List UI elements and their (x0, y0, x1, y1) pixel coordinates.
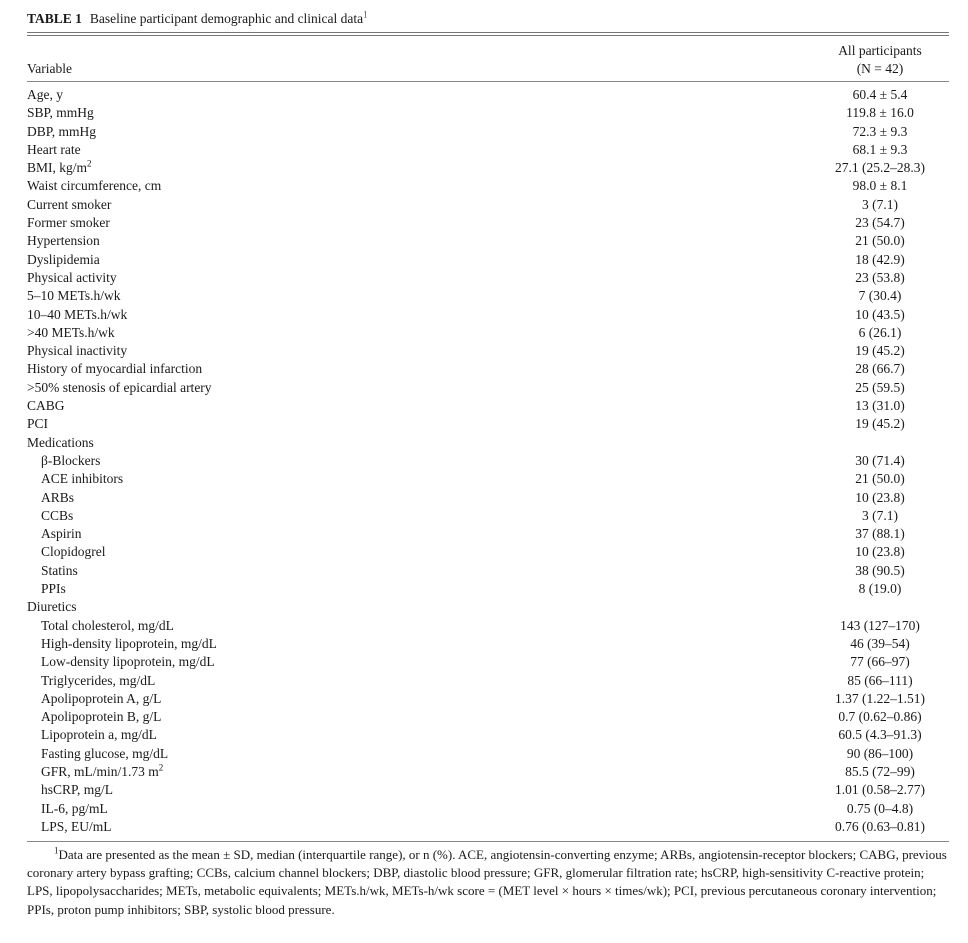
row-variable (27, 306, 127, 324)
row-variable (27, 177, 161, 195)
row-variable-text: CCBs (41, 507, 74, 523)
row-variable-text: 5–10 METs.h/wk (27, 288, 121, 304)
row-variable (41, 708, 161, 726)
row-variable (27, 269, 117, 287)
row-variable-text: Physical inactivity (27, 343, 128, 359)
row-value: 77 (66–97) (850, 654, 910, 670)
row-variable-text: Age, y (27, 87, 63, 102)
row-variable-text: Lipoprotein a, mg/dL (41, 727, 157, 743)
table-row (27, 104, 949, 122)
table-row (27, 672, 949, 690)
row-value: 38 (90.5) (855, 562, 905, 578)
row-value: 21 (50.0) (855, 233, 905, 249)
table-row (27, 214, 949, 232)
top-rule-double (27, 35, 949, 36)
table-row (27, 653, 949, 671)
row-variable (27, 214, 110, 232)
row-variable-text: Total cholesterol, mg/dL (41, 617, 174, 633)
table-row (27, 818, 949, 836)
row-variable-text: hsCRP, mg/L (41, 782, 114, 798)
table-row (27, 196, 949, 214)
table-row (27, 781, 949, 799)
table-row (27, 525, 949, 543)
row-value: 10 (43.5) (855, 306, 905, 322)
row-value: 46 (39–54) (850, 635, 910, 651)
row-variable (41, 653, 215, 671)
row-variable (41, 617, 174, 635)
footnote-text: Data are presented as the mean ± SD, median (interquartile range), or n (%). ACE, angiotensin-converting enzyme; ARBs, angiotensin-receptor blockers; CABG, previous coronary artery bypass grafting; CCBs, calcium channel blockers; DBP, diastolic blood pressure; GFR, glomerular filtration rate; hsCRP, high-sensitivity C-reactive protein; LPS, lipopolysaccharides; METs, metabolic equivalents; METs.h/wk, METs-h/wk score = (MET level × hours × times/wk); PCI, previous percutaneous coronary intervention; PPIs, proton pump inhibitors; SBP, systolic blood pressure. (27, 847, 947, 917)
top-rule (27, 32, 949, 33)
bottom-rule (27, 841, 949, 842)
row-variable (41, 489, 74, 507)
row-variable (41, 800, 108, 818)
row-value: 10 (23.8) (855, 544, 905, 560)
table-row (27, 324, 949, 342)
row-variable-text: LPS, EU/mL (41, 818, 112, 834)
table-row (27, 726, 949, 744)
table-row (27, 617, 949, 635)
row-variable-text: >50% stenosis of epicardial artery (27, 379, 212, 395)
row-variable-text: Diuretics (27, 599, 77, 615)
row-variable (27, 232, 100, 250)
table-row (27, 397, 949, 415)
row-variable (41, 580, 66, 598)
row-variable-text: Former smoker (27, 215, 110, 231)
row-value: 23 (53.8) (855, 269, 905, 285)
table-row (27, 360, 949, 378)
table-label: TABLE 1 (27, 11, 82, 26)
row-variable (27, 342, 127, 360)
table-row (27, 251, 949, 269)
row-value: 0.75 (0–4.8) (846, 800, 914, 816)
row-variable-text: IL-6, pg/mL (41, 800, 108, 816)
row-value: 90 (86–100) (846, 745, 914, 761)
row-value: 19 (45.2) (855, 343, 905, 359)
row-value: 60.4 ± 5.4 (852, 87, 908, 102)
row-value: 8 (19.0) (858, 581, 902, 597)
row-variable (27, 196, 111, 214)
table-row (27, 123, 949, 141)
row-variable-text: SBP, mmHg (27, 105, 94, 121)
table-row (27, 434, 949, 452)
row-variable (41, 543, 106, 561)
row-variable (41, 672, 155, 690)
table-row (27, 543, 949, 561)
row-variable-text: Current smoker (27, 196, 112, 212)
row-value: 30 (71.4) (855, 452, 905, 468)
row-value: 72.3 ± 9.3 (852, 123, 908, 139)
row-value: 0.76 (0.63–0.81) (835, 818, 925, 834)
row-variable-text: Statins (41, 562, 78, 578)
row-variable (27, 123, 96, 141)
row-value: 23 (54.7) (855, 215, 905, 231)
row-variable (41, 635, 217, 653)
table-row (27, 159, 949, 177)
row-value: 85.5 (72–99) (845, 763, 915, 779)
row-variable (27, 141, 81, 159)
row-variable-text: Triglycerides, mg/dL (41, 672, 156, 688)
table-row (27, 287, 949, 305)
row-value: 3 (7.1) (862, 507, 898, 523)
row-value: 0.7 (0.62–0.86) (838, 709, 922, 725)
row-variable-text: Medications (27, 434, 94, 450)
row-value: 21 (50.0) (855, 471, 905, 487)
row-value: 18 (42.9) (855, 251, 905, 267)
table-row (27, 800, 949, 818)
table-row (27, 86, 949, 104)
header-rule (27, 81, 949, 82)
table-row (27, 562, 949, 580)
row-variable-text: BMI, kg/m (27, 160, 88, 176)
row-variable-text: Hypertension (27, 233, 100, 249)
table-row (27, 580, 949, 598)
variable-column-header: Variable (27, 61, 72, 76)
row-value: 3 (7.1) (862, 196, 898, 212)
row-variable-text: ACE inhibitors (41, 471, 124, 487)
row-value: 1.01 (0.58–2.77) (835, 782, 925, 798)
row-variable (41, 726, 157, 744)
row-variable-text: PPIs (41, 581, 66, 597)
row-variable (27, 415, 48, 433)
row-value: 143 (127–170) (840, 617, 920, 633)
table-row (27, 690, 949, 708)
row-variable-text: Aspirin (41, 526, 82, 542)
row-variable-text: >40 METs.h/wk (27, 324, 115, 340)
table-row (27, 763, 949, 781)
table-row (27, 745, 949, 763)
table-row (27, 379, 949, 397)
row-variable (41, 781, 113, 799)
table-caption (27, 10, 368, 28)
row-variable (27, 324, 115, 342)
table-row (27, 141, 949, 159)
row-variable (27, 251, 100, 269)
row-value: 28 (66.7) (855, 361, 905, 377)
row-value: 68.1 ± 9.3 (852, 141, 908, 157)
row-value: 13 (31.0) (855, 398, 905, 414)
row-variable (27, 159, 92, 177)
table-row (27, 452, 949, 470)
row-value: 60.5 (4.3–91.3) (838, 727, 922, 743)
table-row (27, 269, 949, 287)
row-value: 37 (88.1) (855, 526, 905, 542)
row-variable-text: Heart rate (27, 141, 81, 157)
table-row (27, 708, 949, 726)
table-row (27, 635, 949, 653)
footnote-link[interactable]: 1 (363, 9, 368, 20)
row-variable (41, 763, 163, 781)
table-row (27, 306, 949, 324)
table-title: Baseline participant demographic and clinical data (89, 11, 364, 26)
table-footnote (27, 846, 949, 919)
row-variable (41, 470, 123, 488)
row-variable (27, 86, 63, 104)
row-variable-text: CABG (27, 398, 65, 414)
row-variable (27, 434, 94, 452)
row-variable-text: History of myocardial infarction (27, 361, 203, 377)
row-variable (27, 379, 212, 397)
row-value: 6 (26.1) (858, 324, 902, 340)
row-variable-text: High-density lipoprotein, mg/dL (41, 635, 217, 651)
row-variable (27, 287, 121, 305)
row-variable-text: Physical activity (27, 269, 117, 285)
row-variable (41, 818, 112, 836)
row-variable-text: Apolipoprotein A, g/L (41, 690, 162, 706)
column-header-line2: (N = 42) (856, 61, 904, 76)
row-variable (41, 452, 100, 470)
table-row (27, 598, 949, 616)
table-body (27, 86, 949, 836)
row-variable-text: Apolipoprotein B, g/L (41, 709, 162, 725)
row-value: 10 (23.8) (855, 489, 905, 505)
row-variable (41, 507, 73, 525)
row-variable-superscript: 2 (87, 158, 92, 169)
row-variable-text: Waist circumference, cm (27, 178, 162, 194)
row-variable-text: GFR, mL/min/1.73 m (41, 763, 159, 779)
table-row (27, 415, 949, 433)
table-row (27, 470, 949, 488)
row-value: 7 (30.4) (858, 288, 902, 304)
row-variable-text: Low-density lipoprotein, mg/dL (41, 654, 215, 670)
footnote-mark: 1 (54, 845, 59, 856)
row-variable (27, 397, 65, 415)
row-value: 85 (66–111) (847, 672, 913, 688)
column-header-line1: All participants (838, 43, 922, 58)
row-variable (41, 525, 82, 543)
row-variable-text: 10–40 METs.h/wk (27, 306, 128, 322)
row-variable-text: Dyslipidemia (27, 251, 100, 267)
row-value: 25 (59.5) (855, 379, 905, 395)
row-variable (27, 104, 94, 122)
row-variable-superscript: 2 (158, 762, 164, 773)
table-row (27, 507, 949, 525)
table-row (27, 177, 949, 195)
table-row (27, 489, 949, 507)
row-variable-text: ARBs (41, 489, 75, 505)
table-row (27, 232, 949, 250)
row-value: 119.8 ± 16.0 (846, 105, 914, 121)
row-variable (27, 360, 202, 378)
row-value: 98.0 ± 8.1 (852, 178, 908, 194)
row-value: 27.1 (25.2–28.3) (835, 160, 925, 176)
row-variable (41, 562, 78, 580)
row-variable (27, 598, 77, 616)
row-variable-text: β-Blockers (41, 452, 101, 468)
row-variable (41, 690, 161, 708)
row-variable-text: PCI (27, 416, 49, 432)
row-variable-text: Fasting glucose, mg/dL (41, 745, 169, 761)
row-variable-text: Clopidogrel (41, 544, 106, 560)
row-value: 19 (45.2) (855, 416, 905, 432)
row-variable-text: DBP, mmHg (27, 123, 97, 139)
row-variable (41, 745, 168, 763)
table-row (27, 342, 949, 360)
row-value: 1.37 (1.22–1.51) (835, 690, 925, 706)
participants-column-header (780, 42, 968, 78)
